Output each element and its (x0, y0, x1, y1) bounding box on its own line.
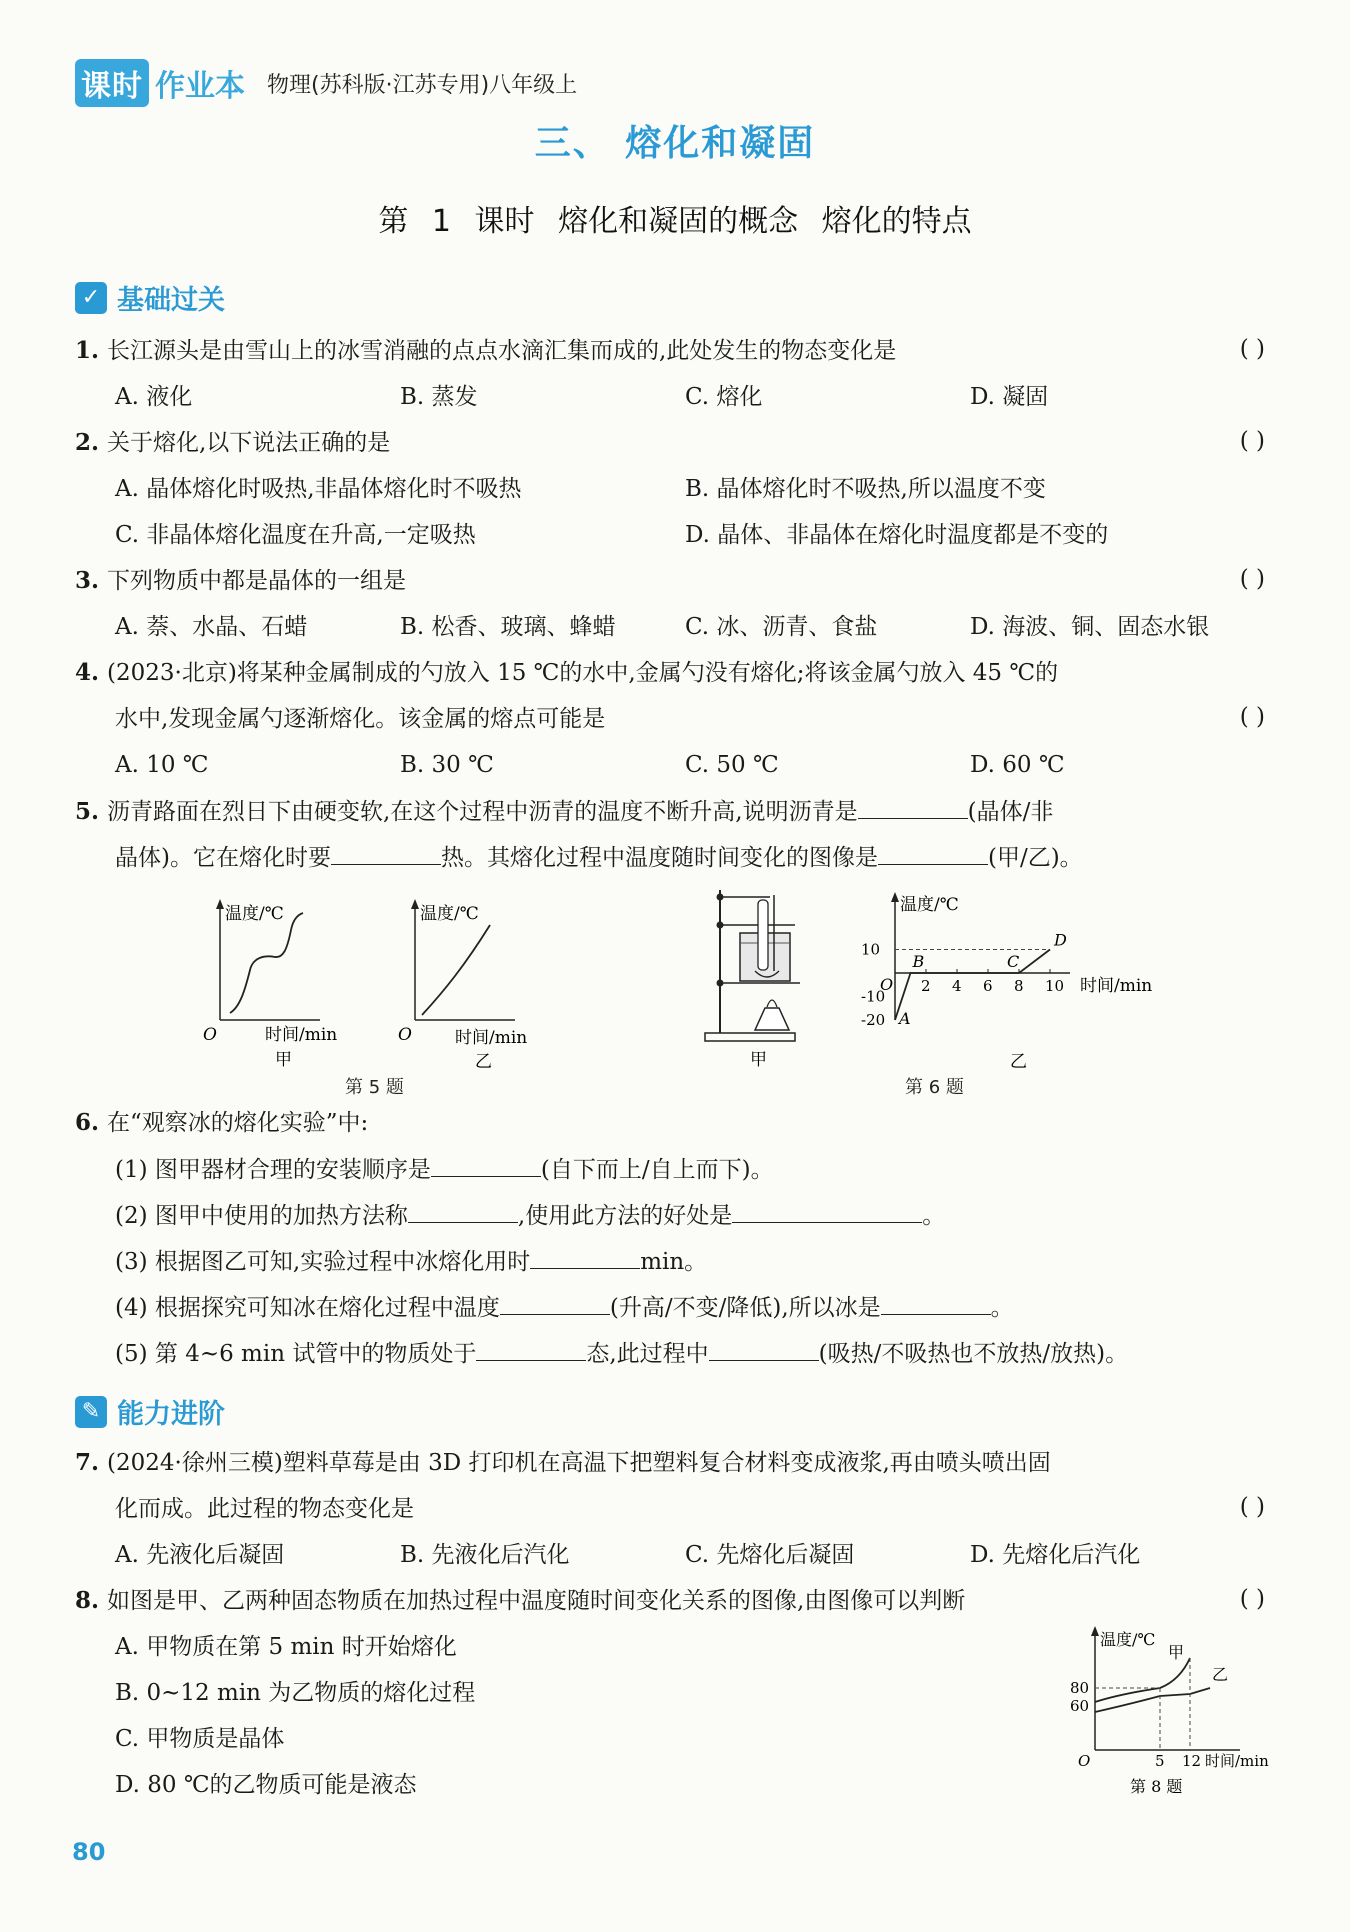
q8-text: 如图是甲、乙两种固态物质在加热过程中温度随时间变化关系的图像,由图像可以判断 (107, 1588, 966, 1614)
q1-option-d: D. 凝固 (970, 384, 1049, 410)
q4-number: 4. (75, 659, 100, 686)
q7-line1: (2024·徐州三模)塑料草莓是由 3D 打印机在高温下把塑料复合材料变成液浆,再由喷头喷出固 (107, 1450, 1051, 1476)
fig6-chart (860, 890, 1180, 1070)
fig6-point-B: B (912, 952, 925, 971)
fig6-point-A: A (899, 1009, 911, 1028)
q2-option-a: A. 晶体熔化时吸热,非晶体熔化时不吸热 (115, 476, 522, 502)
fig8-label-jia: 甲 (1168, 1643, 1185, 1662)
q8-option-d: D. 80 ℃的乙物质可能是液态 (115, 1772, 417, 1798)
q6-s2-tail: 。 (922, 1203, 946, 1229)
fig6b-origin: O (880, 975, 894, 994)
page-number: 80 (72, 1838, 106, 1866)
fig6-ytick-label--10: -10 (861, 987, 886, 1006)
q6-s2-blank-1[interactable] (408, 1200, 518, 1223)
q4-option-a: A. 10 ℃ (115, 752, 209, 778)
q4-answer-paren: ( ) (1239, 704, 1265, 730)
q5-text-d: 热。其熔化过程中温度随时间变化的图像是 (440, 845, 878, 871)
figure-8 (1050, 1620, 1270, 1810)
header (75, 58, 577, 108)
q1-answer-paren: ( ) (1239, 336, 1265, 362)
fig8-series-yi (1095, 1688, 1210, 1712)
q6-s5-text: (5) 第 4~6 min 试管中的物质处于 (115, 1341, 477, 1367)
q3-option-a: A. 萘、水晶、石蜡 (115, 614, 308, 640)
q2-option-d: D. 晶体、非晶体在熔化时温度都是不变的 (685, 522, 1109, 548)
q2-text: 关于熔化,以下说法正确的是 (107, 430, 391, 456)
q5-number: 5. (75, 798, 100, 825)
fig6-xtick-label-4: 4 (952, 977, 962, 995)
question-1 (75, 336, 1265, 366)
q2-number: 2. (75, 429, 100, 456)
fig6-apparatus (700, 885, 820, 1070)
fig8-ylabel: 温度/℃ (1100, 1630, 1156, 1649)
fig5a-ylabel: 温度/℃ (225, 904, 284, 924)
question-4 (75, 658, 1265, 688)
q6-s5-blank-1[interactable] (476, 1338, 586, 1361)
q5-text-b: (晶体/非 (967, 799, 1054, 825)
q6-s3-blank[interactable] (530, 1246, 640, 1269)
q6-s3-tail: min。 (640, 1249, 708, 1275)
q6-s5-blank-2[interactable] (709, 1338, 819, 1361)
q3-answer-paren: ( ) (1239, 566, 1265, 592)
q8-number: 8. (75, 1587, 100, 1614)
pencil-icon: ✎ (75, 1396, 107, 1428)
fig6-ytick-label-10: 10 (861, 940, 881, 959)
q6-sub-3 (115, 1246, 1265, 1277)
q2-answer-paren: ( ) (1239, 428, 1265, 454)
fig5a-name: 甲 (275, 1050, 292, 1070)
q5-line2 (115, 842, 1265, 873)
fig8-y80: 80 (1070, 1679, 1090, 1697)
q7-number: 7. (75, 1449, 100, 1476)
fig8-x5: 5 (1155, 1752, 1165, 1770)
q6-s4-mid: (升高/不变/降低),所以冰是 (609, 1295, 881, 1321)
fig6-xtick-label-2: 2 (921, 977, 931, 995)
q5-blank-3[interactable] (878, 842, 988, 865)
fig6b-ylabel: 温度/℃ (900, 895, 959, 915)
q2-option-b: B. 晶体熔化时不吸热,所以温度不变 (685, 476, 1046, 502)
fig8-xlabel: 时间/min (1205, 1752, 1269, 1770)
fig5a-origin: O (203, 1025, 217, 1045)
fig6-xtick-label-10: 10 (1045, 977, 1065, 995)
fig8-y60: 60 (1070, 1697, 1090, 1715)
section-advanced-label: 能力进阶 (117, 1399, 225, 1430)
fig5-graph-a (203, 899, 337, 1070)
q8-option-a: A. 甲物质在第 5 min 时开始熔化 (115, 1634, 457, 1660)
q6-s1-tail: (自下而上/自上而下)。 (540, 1157, 774, 1183)
q3-text: 下列物质中都是晶体的一组是 (107, 568, 406, 594)
q7-option-c: C. 先熔化后凝固 (685, 1542, 855, 1568)
fig6a-name: 甲 (750, 1050, 767, 1070)
question-5 (75, 796, 1265, 827)
q4-line1: (2023·北京)将某种金属制成的勺放入 15 ℃的水中,金属勺没有熔化;将该金属勺放入 45 ℃的 (107, 660, 1059, 686)
fig8-label-yi: 乙 (1212, 1665, 1229, 1684)
q2-option-c: C. 非晶体熔化温度在升高,一定吸热 (115, 522, 476, 548)
fig6b-name: 乙 (1010, 1052, 1027, 1070)
q6-sub-5 (115, 1338, 1275, 1369)
fig8-caption: 第 8 题 (1130, 1777, 1183, 1796)
q8-answer-paren: ( ) (1239, 1586, 1265, 1612)
question-8 (75, 1586, 1265, 1616)
q6-s5-tail: (吸热/不吸热也不放热/放热)。 (818, 1341, 1129, 1367)
fig6-ytick-label--20: -20 (861, 1011, 886, 1029)
fig5-graph-b (398, 899, 527, 1072)
fig5-caption: 第 5 题 (345, 1077, 404, 1098)
fig5b-ylabel: 温度/℃ (420, 904, 479, 924)
q6-sub-2 (115, 1200, 1265, 1231)
q5-text-a: 沥青路面在烈日下由硬变软,在这个过程中沥青的温度不断升高,说明沥青是 (107, 799, 858, 825)
q6-s2-mid: ,使用此方法的好处是 (517, 1203, 733, 1229)
q7-option-a: A. 先液化后凝固 (115, 1542, 285, 1568)
section-basic (75, 278, 225, 317)
lesson-title: 第 1 课时 熔化和凝固的概念 熔化的特点 (378, 204, 972, 239)
q6-s5-mid: 态,此过程中 (586, 1341, 709, 1367)
fig6-caption: 第 6 题 (905, 1077, 964, 1098)
q3-option-d: D. 海波、铜、固态水银 (970, 614, 1210, 640)
q6-sub-1 (115, 1154, 1265, 1185)
figure-5 (195, 895, 555, 1075)
q5-blank-1[interactable] (858, 796, 968, 819)
q6-s3-text: (3) 根据图乙可知,实验过程中冰熔化用时 (115, 1249, 531, 1275)
q7-answer-paren: ( ) (1239, 1494, 1265, 1520)
q1-option-c: C. 熔化 (685, 384, 763, 410)
section-basic-label: 基础过关 (117, 285, 225, 316)
q1-number: 1. (75, 337, 100, 364)
question-6 (75, 1108, 1265, 1138)
fig5b-name: 乙 (475, 1052, 492, 1072)
q6-s4-tail: 。 (990, 1295, 1014, 1321)
q6-s2-blank-2[interactable] (732, 1200, 922, 1223)
q5-text-c: 晶体)。它在熔化时要 (115, 845, 331, 871)
question-7 (75, 1448, 1265, 1478)
logo (75, 59, 245, 107)
q5-blank-2[interactable] (331, 842, 441, 865)
question-3 (75, 566, 1265, 596)
q6-s4-blank-1[interactable] (500, 1292, 610, 1315)
q6-number: 6. (75, 1109, 100, 1136)
q6-s4-text: (4) 根据探究可知冰在熔化过程中温度 (115, 1295, 500, 1321)
fig6-point-D: D (1054, 930, 1067, 950)
q4-option-c: C. 50 ℃ (685, 752, 779, 778)
q8-option-b: B. 0~12 min 为乙物质的熔化过程 (115, 1680, 476, 1706)
q4-line2: 水中,发现金属勺逐渐熔化。该金属的熔点可能是 (115, 706, 606, 732)
q4-option-d: D. 60 ℃ (970, 752, 1065, 778)
fig5b-xlabel: 时间/min (455, 1028, 528, 1048)
logo-mark: 课时 (75, 59, 149, 107)
check-icon: ✓ (75, 282, 107, 314)
book-subtitle: 物理(苏科版·江苏专用)八年级上 (267, 72, 578, 98)
q7-option-b: B. 先液化后汽化 (400, 1542, 570, 1568)
chapter-title: 三、 熔化和凝固 (534, 123, 816, 164)
fig6b-xlabel: 时间/min (1080, 976, 1153, 996)
q4-option-b: B. 30 ℃ (400, 752, 494, 778)
q6-text: 在“观察冰的熔化实验”中: (107, 1110, 369, 1136)
q3-option-c: C. 冰、沥青、食盐 (685, 614, 878, 640)
q6-s1-text: (1) 图甲器材合理的安装顺序是 (115, 1157, 431, 1183)
q8-option-c: C. 甲物质是晶体 (115, 1726, 285, 1752)
q6-s4-blank-2[interactable] (881, 1292, 991, 1315)
question-2 (75, 428, 1265, 458)
q5-text-e: (甲/乙)。 (987, 845, 1083, 871)
q6-s2-text: (2) 图甲中使用的加热方法称 (115, 1203, 408, 1229)
section-advanced (75, 1392, 225, 1431)
fig8-x12: 12 (1182, 1752, 1202, 1770)
q3-option-b: B. 松香、玻璃、蜂蜡 (400, 614, 616, 640)
q3-number: 3. (75, 567, 100, 594)
fig6-point-C: C (1007, 952, 1020, 971)
fig8-origin: O (1078, 1752, 1091, 1770)
q6-sub-4 (115, 1292, 1265, 1323)
q1-option-b: B. 蒸发 (400, 384, 478, 410)
q7-line2: 化而成。此过程的物态变化是 (115, 1496, 414, 1522)
fig6-xtick-label-6: 6 (983, 977, 993, 995)
fig5a-xlabel: 时间/min (265, 1025, 338, 1045)
logo-text: 作业本 (155, 69, 245, 104)
q7-option-d: D. 先熔化后汽化 (970, 1542, 1141, 1568)
q6-s1-blank[interactable] (431, 1154, 541, 1177)
q1-text: 长江源头是由雪山上的冰雪消融的点点水滴汇集而成的,此处发生的物态变化是 (107, 338, 897, 364)
fig5b-origin: O (398, 1025, 412, 1045)
q1-option-a: A. 液化 (115, 384, 193, 410)
fig6-xtick-label-8: 8 (1014, 977, 1024, 995)
